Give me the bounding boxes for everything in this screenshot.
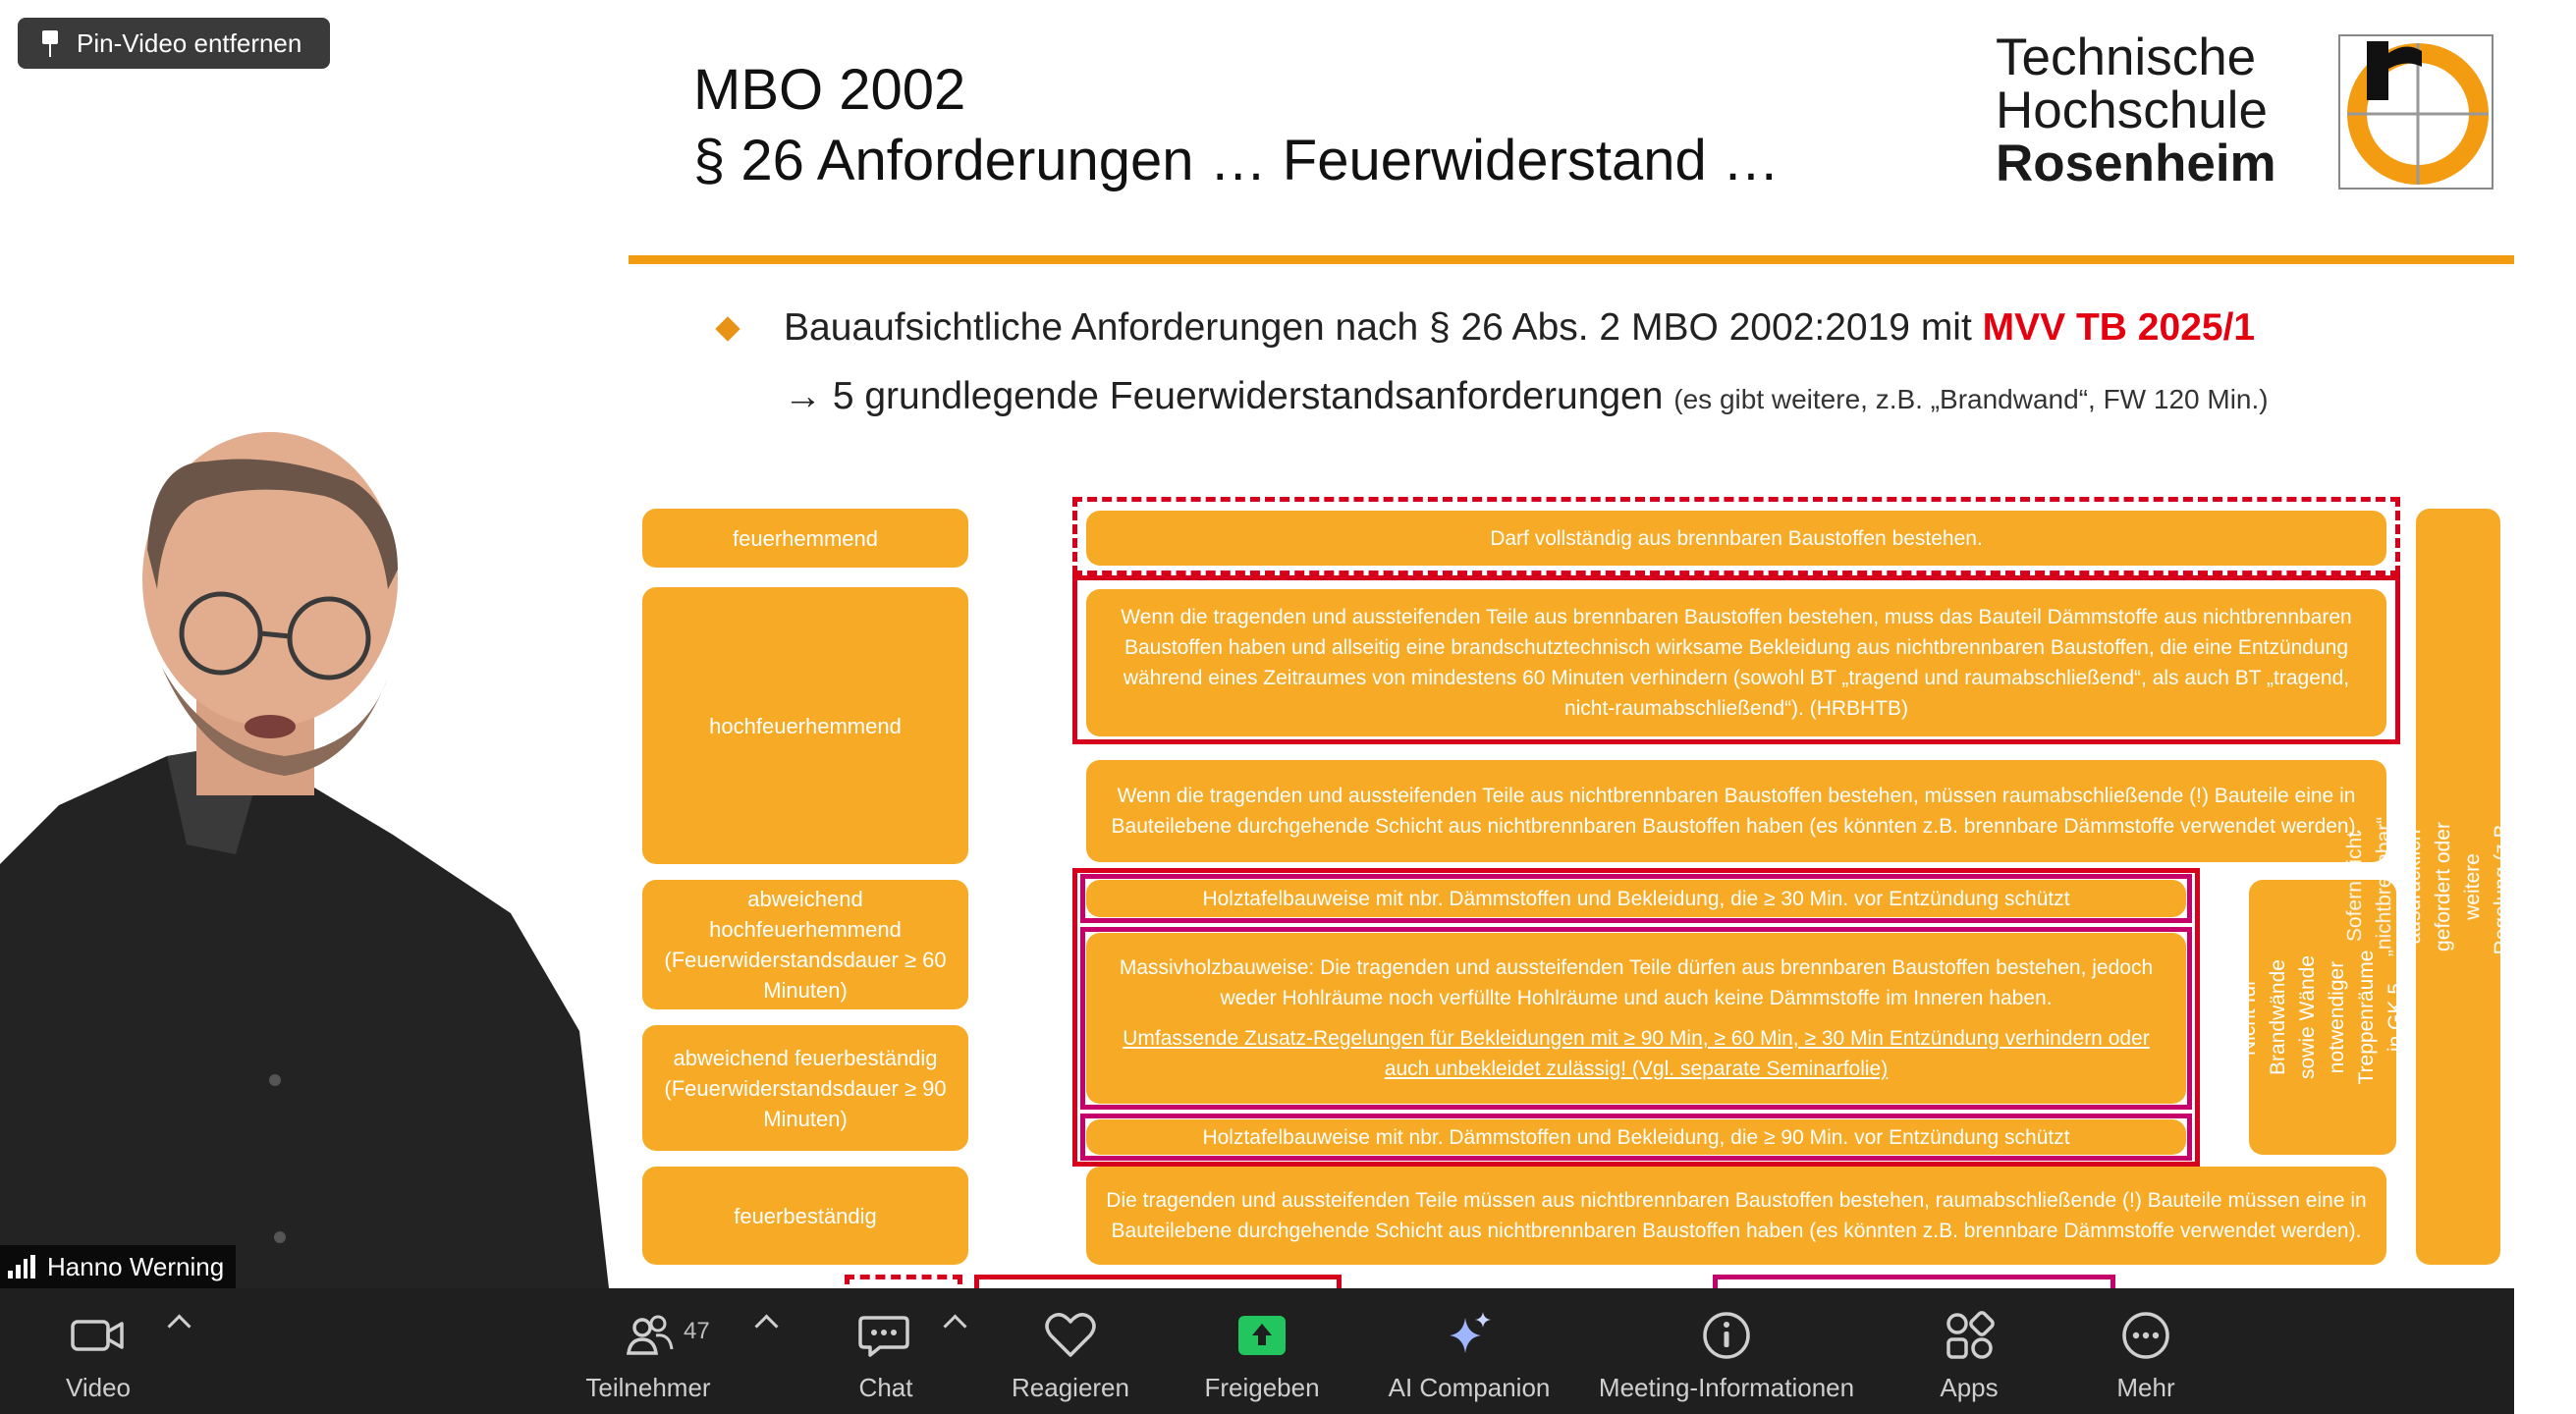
heart-icon (1043, 1310, 1098, 1361)
bullet-diamond-icon (715, 316, 740, 341)
participants-icon (625, 1310, 676, 1361)
video-button[interactable] (0, 1288, 226, 1414)
desc-holztafel-90: Holztafelbauweise mit nbr. Dämmstoffen und Bekleidung, die ≥ 90 Min. vor Entzündung schützt (1086, 1119, 2186, 1155)
video-label: Video (65, 1373, 132, 1402)
title-divider (629, 255, 2514, 264)
react-button[interactable] (1012, 1288, 1129, 1414)
row-label-hochfeuerhemmend: hochfeuerhemmend (642, 587, 968, 864)
unpin-video-button[interactable] (18, 18, 330, 69)
share-label: Freigeben (1204, 1373, 1320, 1402)
slide-title: MBO 2002 § 26 Anforderungen … Feuerwiderstand … (693, 58, 1780, 192)
row-label-abweichend-feuerbestaendig: abweichend feuerbeständig (Feuerwiderstandsdauer ≥ 90 Minuten) (642, 1025, 968, 1151)
note-brandwaende: Nicht für Brandwände sowie Wände notwendiger Treppenräume in GK 5 (2249, 880, 2396, 1155)
pin-icon (39, 28, 61, 58)
video-camera-icon (69, 1310, 128, 1361)
university-logo-mark (2337, 33, 2494, 190)
share-screen-icon (1234, 1310, 1289, 1361)
ai-companion-label: AI Companion (1388, 1373, 1551, 1402)
participant-name-tag (0, 1245, 236, 1288)
signal-strength-icon (8, 1255, 35, 1278)
slide-bullet: Bauaufsichtliche Anforderungen nach § 26 Abs. 2 MBO 2002:2019 mit MVV TB 2025/1 (784, 306, 2256, 349)
row-label-abweichend-hochfeuerhemmend: abweichend hochfeuerhemmend (Feuerwiderstandsdauer ≥ 60 Minuten) (642, 880, 968, 1009)
react-label: Reagieren (1012, 1373, 1129, 1402)
slide-subbullet: → 5 grundlegende Feuerwiderstandsanforderungen (es gibt weitere, z.B. „Brandwand“, FW 120 Min.) (784, 375, 2269, 417)
chat-bubble-icon (858, 1310, 911, 1361)
chat-options-chevron-icon[interactable] (943, 1314, 966, 1337)
desc-holztafel-60: Holztafelbauweise mit nbr. Dämmstoffen und Bekleidung, die ≥ 30 Min. vor Entzündung schützt (1086, 880, 2186, 917)
more-dots-icon (2118, 1310, 2173, 1361)
apps-button[interactable] (1910, 1288, 2028, 1414)
row-label-feuerhemmend: feuerhemmend (642, 509, 968, 568)
desc-feuerhemmend: Darf vollständig aus brennbaren Baustoffen bestehen. (1086, 511, 2386, 566)
meeting-toolbar (0, 1288, 2514, 1414)
ai-sparkle-icon (1442, 1310, 1497, 1361)
more-button[interactable] (2087, 1288, 2205, 1414)
apps-label: Apps (1940, 1373, 1999, 1402)
meeting-info-button[interactable] (1591, 1288, 1866, 1414)
ai-companion-button[interactable] (1375, 1288, 1562, 1414)
share-screen-button[interactable] (1203, 1288, 1321, 1414)
speaker-video[interactable] (0, 0, 629, 1288)
chat-button[interactable] (845, 1288, 982, 1414)
participant-count: 47 (684, 1318, 710, 1344)
video-options-chevron-icon[interactable] (167, 1314, 191, 1337)
participant-name: Hanno Werning (47, 1251, 225, 1281)
apps-icon (1942, 1310, 1997, 1361)
more-label: Mehr (2116, 1373, 2175, 1402)
speaker-figure (0, 0, 629, 1288)
note-nichtbrennbar: Sofern nicht „nichtbrennbar“ ausdrücklich gefordert oder weitere Regelung (z.B. Anf. an Oberflächen). (2416, 509, 2500, 1265)
desc-hochfeuerhemmend-brennbar: Wenn die tragenden und aussteifenden Teile aus brennbaren Baustoffen bestehen, muss das Bauteil Dämmstoffe aus nichtbrennbaren Baustoffen haben und allseitig eine brandschutztechnisch wirksame Bekleidung aus nichtbrennbaren Baustoffen, die eine Entzündung während eines Zeitraumes von mindestens 60 Minuten verhindern (sowohl BT „tragend und raumabschließend“, als auch BT „tragend, nicht-raumabschließend“). (HRBHTB) (1086, 589, 2386, 736)
participants-options-chevron-icon[interactable] (754, 1314, 778, 1337)
participants-button[interactable] (570, 1288, 786, 1414)
info-icon (1699, 1310, 1754, 1361)
desc-hochfeuerhemmend-nichtbrennbar: Wenn die tragenden und aussteifenden Teile aus nichtbrennbaren Baustoffen bestehen, müssen raumabschließende (!) Bauteile eine in Bauteilebene durchgehende Schicht aus nichtbrennbaren Baustoffen haben (es könnten z.B. brennbare Dämmstoffe verwendet werden). (1086, 760, 2386, 862)
shared-slide (629, 0, 2572, 1288)
desc-feuerbestaendig: Die tragenden und aussteifenden Teile müssen aus nichtbrennbaren Baustoffen bestehen, raumabschließende (!) Bauteile müssen eine in Bauteilebene durchgehende Schicht aus nichtbrennbaren Baustoffen haben (es könnten z.B. brennbare Dämmstoffe verwendet werden). (1086, 1167, 2386, 1265)
chat-label: Chat (858, 1373, 913, 1402)
row-label-feuerbestaendig: feuerbeständig (642, 1167, 968, 1265)
participants-label: Teilnehmer (585, 1373, 711, 1402)
unpin-video-label: Pin-Video entfernen (77, 27, 302, 58)
meeting-info-label: Meeting-Informationen (1598, 1373, 1855, 1402)
desc-massivholz: Massivholzbauweise: Die tragenden und aussteifenden Teile dürfen aus brennbaren Baustoffen bestehen, jedoch weder Hohlräume noch verfüllte Hohlräume und auch keine Dämmstoffe im Inneren haben. Umfassende Zusatz-Regelungen für Bekleidungen mit ≥ 90 Min, ≥ 60 Min, ≥ 30 Min Entzündung verhindern oder auch unbekleidet zulässig! (Vgl. separate Seminarfolie) (1086, 933, 2186, 1104)
university-logo: Technische Hochschule Rosenheim (1996, 27, 2506, 194)
